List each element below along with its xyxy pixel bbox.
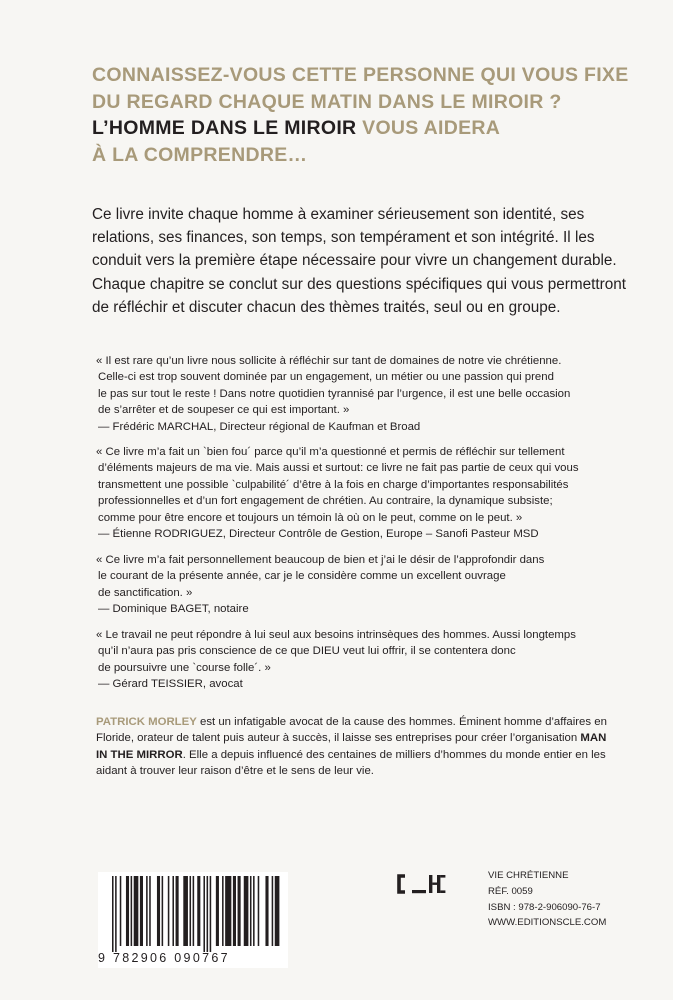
barcode-bar: [126, 876, 129, 946]
barcode-bar: [157, 876, 160, 946]
quote-line: de poursuivre une `course folle´. »: [98, 661, 271, 674]
barcode-bar: [162, 876, 164, 946]
quote-line: transmettent une possible `culpabilité´ d’être à la fois en charge d’importantes responsabilités: [98, 478, 569, 491]
barcode-bar: [203, 876, 205, 952]
quote-attribution: — Gérard TEISSIER, avocat: [98, 678, 243, 691]
reference-number: RÉF. 0059: [488, 885, 533, 897]
barcode-bar: [140, 876, 143, 946]
quote-line: Celle-ci est trop souvent dominée par un engagement, un métier ou une passion qui prend: [98, 371, 554, 384]
barcode-bar: [238, 876, 241, 946]
barcode-bar: [183, 876, 188, 946]
quote-line: professionnelles et d’un fort engagement de chrétien. Au contraire, la dynamique subsiste;: [98, 495, 553, 508]
barcode-bar: [190, 876, 192, 946]
back-cover-headline: [92, 62, 652, 168]
barcode-bar: [250, 876, 252, 946]
barcode-bar: [207, 876, 209, 952]
intro-line: Ce livre invite chaque homme à examiner sérieusement son identité, ses: [92, 206, 585, 223]
publisher-website: WWW.EDITIONSCLE.COM: [488, 917, 607, 929]
publisher-info: [488, 868, 606, 931]
barcode-bar: [176, 876, 179, 946]
barcode-bar: [149, 876, 151, 946]
barcode-bar: [146, 876, 148, 946]
barcode-bar: [233, 876, 236, 946]
quote-attribution: — Frédéric MARCHAL, Directeur régional de Kaufman et Broad: [98, 420, 421, 433]
author-name: PATRICK MORLEY: [96, 716, 197, 728]
collection-name: VIE CHRÉTIENNE: [488, 870, 569, 881]
barcode-bar: [222, 876, 224, 946]
headline-line-2: DU REGARD CHAQUE MATIN DANS LE MIROIR ?: [92, 90, 562, 113]
organisation-name: MAN: [580, 732, 607, 745]
barcode-bar: [272, 876, 274, 946]
headline-line-3: [92, 115, 652, 142]
barcode-bar: [168, 876, 170, 946]
cle-logo-icon: [396, 873, 458, 895]
barcode-bar: [253, 876, 255, 946]
barcode-bar: [275, 876, 280, 946]
quote-line: « Ce livre m’a fait un `bien fou´ parce qu’il m’a questionné et permis de réfléchir sur tellement: [96, 446, 565, 458]
intro-paragraph: [92, 203, 637, 319]
quote-line: « Ce livre m’a fait personnellement beaucoup de bien et j’ai le désir de l’approfondir dans: [96, 554, 545, 566]
testimonial-quote-1: [96, 353, 636, 435]
barcode: [98, 872, 288, 968]
intro-line: conduit vers la première étape nécessaire pour vivre un changement durable.: [92, 252, 617, 270]
quote-line: de s’arrêter et de soupeser ce qui est important. »: [98, 404, 350, 417]
quote-line: d’éléments majeurs de ma vie. Mais aussi et surtout: ce livre ne fait pas partie de ceux qui vous: [98, 462, 579, 475]
intro-line: Chaque chapitre se conclut sur des questions spécifiques qui vous permettront: [92, 275, 626, 293]
barcode-bar: [258, 876, 260, 946]
barcode-bar: [265, 876, 268, 946]
headline-line-4: À LA COMPRENDRE…: [92, 143, 308, 166]
barcode-bar: [172, 876, 174, 946]
barcode-bar: [244, 876, 249, 946]
bio-text: . Elle a depuis influencé des centaines de milliers d’hommes du monde entier en les: [182, 748, 606, 761]
quote-line: qu’il n’aura pas pris conscience de ce que DIEU veut lui offrir, il se contentera donc: [98, 645, 516, 658]
author-bio: [96, 714, 641, 780]
barcode-bar: [225, 876, 231, 946]
bio-text: Floride, orateur de talent puis auteur à succès, il laisse ses entreprises pour créer l’organisation: [96, 732, 581, 745]
barcode-bar: [120, 876, 122, 946]
organisation-name: IN THE MIRROR: [96, 748, 183, 761]
intro-line: de réfléchir et discuter chacun des thèmes traités, seul ou en groupe.: [92, 298, 561, 316]
testimonial-quote-3: [96, 552, 636, 618]
quote-attribution: — Dominique BAGET, notaire: [98, 603, 249, 616]
quote-line: le courant de la présente année, car je le considère comme un excellent ouvrage: [98, 570, 506, 583]
barcode-digits: 9 782906 090767: [98, 951, 230, 965]
quote-line: de sanctification. »: [98, 586, 193, 599]
bio-line: aidant à trouver leur raison d’être et le sens de leur vie.: [96, 765, 374, 778]
barcode-bar: [112, 876, 114, 952]
testimonial-quote-4: [96, 627, 636, 693]
headline-line-3-rest: VOUS AIDERA: [356, 117, 501, 139]
bio-line: [96, 714, 641, 730]
quote-attribution: — Étienne RODRIGUEZ, Directeur Contrôle de Gestion, Europe – Sanofi Pasteur MSD: [98, 528, 539, 541]
headline-line-1: CONNAISSEZ-VOUS CETTE PERSONNE QUI VOUS FIXE: [92, 64, 629, 86]
quote-line: comme pour être encore et toujours un témoin là où on le peut, comme on le peut. »: [98, 511, 523, 524]
barcode-bar: [131, 876, 133, 946]
quote-line: « Le travail ne peut répondre à lui seul aux besoins intrinsèques des hommes. Aussi longtemps: [96, 629, 576, 641]
barcode-bars: [98, 872, 288, 952]
testimonial-quote-2: [96, 444, 636, 542]
bio-line: [96, 747, 641, 763]
bio-text: est un infatigable avocat de la cause des hommes. Éminent homme d’affaires en: [196, 716, 607, 728]
isbn-number: ISBN : 978-2-906090-76-7: [488, 901, 601, 913]
barcode-bar: [115, 876, 117, 952]
barcode-bar: [134, 876, 139, 946]
quote-line: le pas sur tout le reste ! Dans notre quotidien tyrannisé par l’urgence, il est une belle occasion: [98, 387, 571, 400]
quote-line: « Il est rare qu’un livre nous sollicite à réfléchir sur tant de domaines de notre vie chrétienne.: [96, 355, 562, 367]
book-title: L’HOMME DANS LE MIROIR: [92, 117, 357, 139]
barcode-bar: [210, 876, 212, 952]
barcode-bar: [216, 876, 219, 946]
bio-line: [96, 730, 641, 746]
barcode-bar: [197, 876, 200, 946]
barcode-bar: [193, 876, 195, 946]
intro-line: relations, ses finances, son temps, son tempérament et son intégrité. Il les: [92, 229, 595, 247]
